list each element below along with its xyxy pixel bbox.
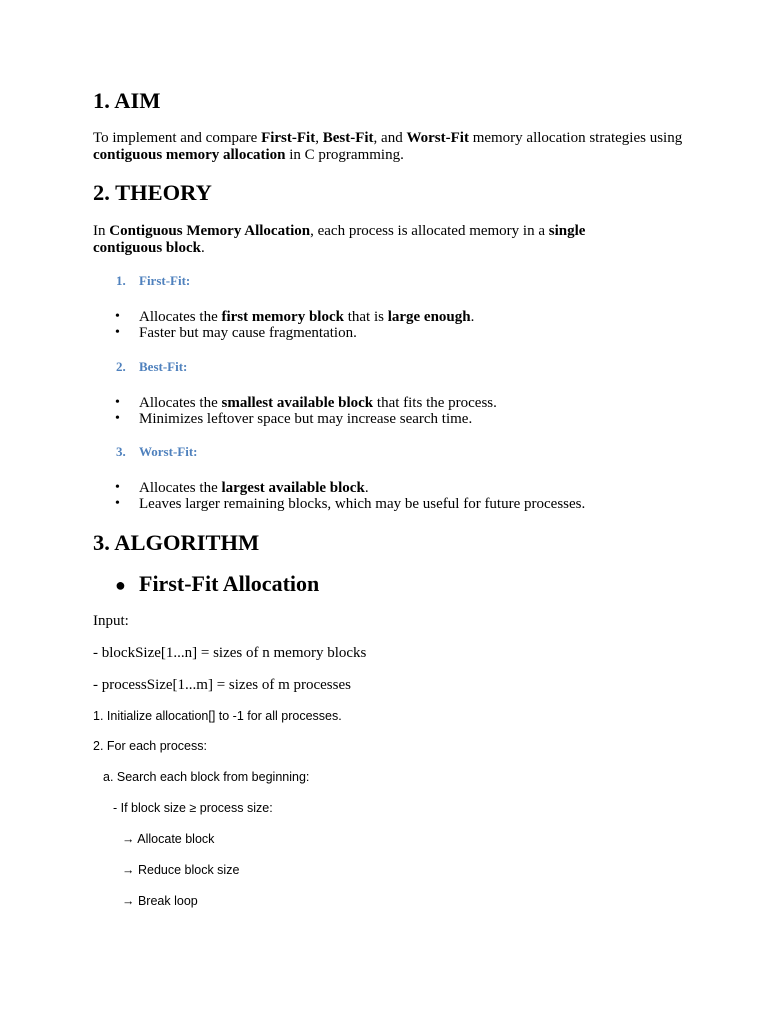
step-2a: a. Search each block from beginning:	[103, 770, 310, 784]
input-line-process-size: - processSize[1...m] = sizes of m processes	[93, 677, 351, 693]
list-item: • Faster but may cause fragmentation.	[93, 325, 474, 341]
input-line-block-size: - blockSize[1...n] = sizes of n memory blocks	[93, 645, 367, 661]
step-allocate: → Allocate block	[122, 832, 215, 846]
theory-paragraph: In Contiguous Memory Allocation, each process is allocated memory in a single contiguous block.	[93, 223, 586, 256]
list-item: • Leaves larger remaining blocks, which may be useful for future processes.	[93, 496, 585, 512]
input-label: Input:	[93, 613, 129, 629]
best-fit-subheading: 2. Best-Fit:	[116, 359, 188, 374]
list-item: • Allocates the smallest available block that fits the process.	[93, 395, 497, 411]
bullet-icon: ●	[115, 575, 126, 595]
worst-fit-list	[93, 480, 585, 512]
first-fit-list	[93, 309, 474, 341]
step-break: → Break loop	[122, 894, 198, 908]
list-item: • Allocates the largest available block.	[93, 480, 585, 496]
best-fit-list	[93, 395, 497, 427]
list-item: • Allocates the first memory block that is large enough.	[93, 309, 474, 325]
aim-paragraph: To implement and compare First-Fit, Best-Fit, and Worst-Fit memory allocation strategies using contiguous memory allocation in C programming.	[93, 130, 683, 163]
step-2: 2. For each process:	[93, 739, 207, 753]
theory-heading: 2. THEORY	[93, 180, 212, 205]
first-fit-allocation-heading: ● First-Fit Allocation	[93, 571, 319, 597]
worst-fit-subheading: 3. Worst-Fit:	[116, 444, 198, 459]
step-condition: - If block size ≥ process size:	[113, 801, 273, 815]
list-item: • Minimizes leftover space but may increase search time.	[93, 411, 497, 427]
aim-heading: 1. AIM	[93, 88, 161, 113]
step-1: 1. Initialize allocation[] to -1 for all processes.	[93, 709, 342, 723]
first-fit-subheading: 1. First-Fit:	[116, 273, 191, 288]
step-reduce: → Reduce block size	[122, 863, 240, 877]
algorithm-heading: 3. ALGORITHM	[93, 530, 260, 555]
